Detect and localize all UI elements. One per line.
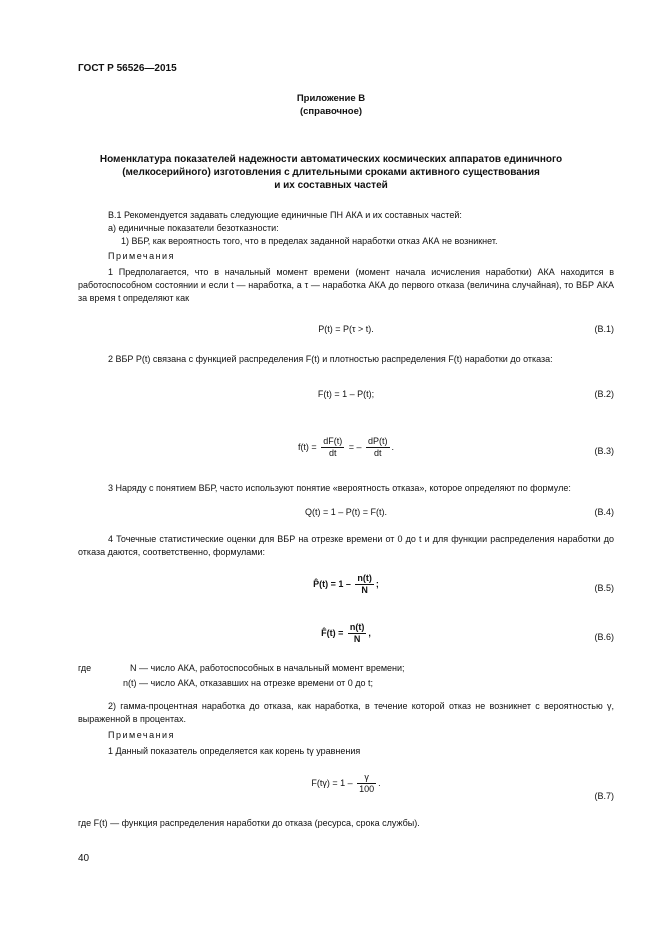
intro-line-3: 1) ВБР, как вероятность того, что в пределах заданной наработки отказ АКА не возникнет.: [121, 236, 498, 247]
symbol-N: N —: [130, 663, 148, 673]
symbol-N-description: число АКА, работоспособных в начальный момент времени;: [150, 663, 405, 673]
intro-line-1: В.1 Рекомендуется задавать следующие единичные ПН АКА и их составных частей:: [108, 210, 462, 220]
fraction-n-over-N-2: $\frac{n(t)}{N}$: [349, 622, 365, 645]
equation-b4: [78, 506, 614, 522]
appendix-title: Приложение В: [296, 93, 366, 104]
equation-b7-number: (В.7): [594, 791, 614, 801]
appendix-heading: [78, 93, 584, 119]
symbol-nt-description: число АКА, отказавших на отрезке времени от 0 до t;: [150, 678, 374, 688]
equation-b1-body: P(t) = P(τ > t).: [318, 324, 374, 334]
equation-b1-number: (В.1): [594, 324, 614, 334]
equation-b6-number: (В.6): [594, 632, 614, 642]
note-1: 1 Предполагается, что в начальный момент времени (момент начала исчисления наработки) АКА находится в работоспособном состоянии и если t — наработка, а τ — наработка АКА до первого отказа (величина случайная), то ВБР АКА за время t определяют как: [78, 267, 614, 304]
equation-b2-body: F(t) = 1 – P(t);: [317, 389, 375, 399]
where-row-2: [78, 677, 614, 690]
section-title: [78, 153, 584, 193]
item-2: 2) гамма-процентная наработка до отказа, как наработка, в течение которой отказ не возникнет с вероятностью γ, выраженной в процентах.: [78, 701, 614, 725]
equation-b6-lhs: F̂(t) =: [321, 628, 344, 639]
fraction-df-dt: $\frac{dF(t)}{dt}$: [323, 436, 343, 459]
equation-b1: [78, 323, 614, 339]
equation-b5: P̂(t) = 1 – $\frac{n(t)}{N}$ ; (В.5): [313, 573, 614, 596]
final-definition: где F(t) — функция распределения наработки до отказа (ресурса, срока службы).: [78, 818, 420, 828]
section-title-line-3: и их составных частей: [274, 180, 388, 192]
note-3: 3 Наряду с понятием ВБР, часто используют понятие «вероятность отказа», которое определяют по формуле:: [108, 483, 571, 493]
where-row-1: [78, 662, 614, 675]
section-title-line-1: Номенклатура показателей надежности автоматических космических аппаратов единичного: [99, 154, 563, 165]
where-word: где: [78, 663, 92, 673]
equation-b5-lhs: P̂(t) = 1 –: [313, 579, 351, 590]
note-2: 2 ВБР P(t) связана с функцией распределения F(t) и плотностью распределения F(t) наработки до отказа:: [108, 354, 553, 364]
notes-label: Примечания: [108, 251, 175, 261]
intro-block: [78, 209, 614, 248]
page-number: 40: [78, 853, 90, 864]
equation-b5-number: (В.5): [594, 583, 614, 593]
equation-b4-body: Q(t) = 1 – P(t) = F(t).: [304, 507, 387, 517]
intro-line-2: а) единичные показатели безотказности:: [108, 223, 279, 234]
equation-b4-number: (В.4): [594, 507, 614, 517]
fraction-dp-dt: $\frac{dP(t)}{dt}$: [368, 436, 388, 459]
fraction-n-over-N: $\frac{n(t)}{N}$: [357, 573, 372, 596]
equation-b2: [78, 388, 614, 404]
fraction-gamma-100: $\frac{\gamma}{100}$: [359, 772, 375, 795]
equation-b7: F(tγ) = 1 – $\frac{\gamma}{100}$ . (В.7): [78, 772, 614, 802]
note-5: 1 Данный показатель определяется как корень tγ уравнения: [108, 746, 361, 756]
appendix-subtitle: (справочное): [299, 105, 363, 117]
equation-b3-mid: = –: [348, 442, 362, 453]
note-4: 4 Точечные статистические оценки для ВБР на отрезке времени от 0 до t и для функции распределения наработки до отказа даются, соответственно, формулами:: [78, 534, 614, 558]
equation-b7-lhs: F(tγ) = 1 –: [311, 778, 353, 789]
notes-label-2: Примечания: [108, 730, 175, 740]
equation-b6: F̂(t) = $\frac{n(t)}{N}$ , (В.6): [321, 622, 614, 645]
equation-b3-lhs: f(t) =: [297, 442, 317, 453]
document-code: ГОСТ Р 56526—2015: [78, 63, 177, 74]
equation-b2-number: (В.2): [594, 389, 614, 399]
equation-b3-number: (В.3): [594, 446, 614, 456]
equation-b3: f(t) = $\frac{dF(t)}{dt}$ = – $\frac{dP(t)}{dt}$ . (В.3): [297, 436, 614, 459]
section-title-line-2: (мелкосерийного) изготовления с длительными сроками активного существования: [122, 167, 540, 179]
symbol-nt: n(t) —: [122, 678, 148, 688]
